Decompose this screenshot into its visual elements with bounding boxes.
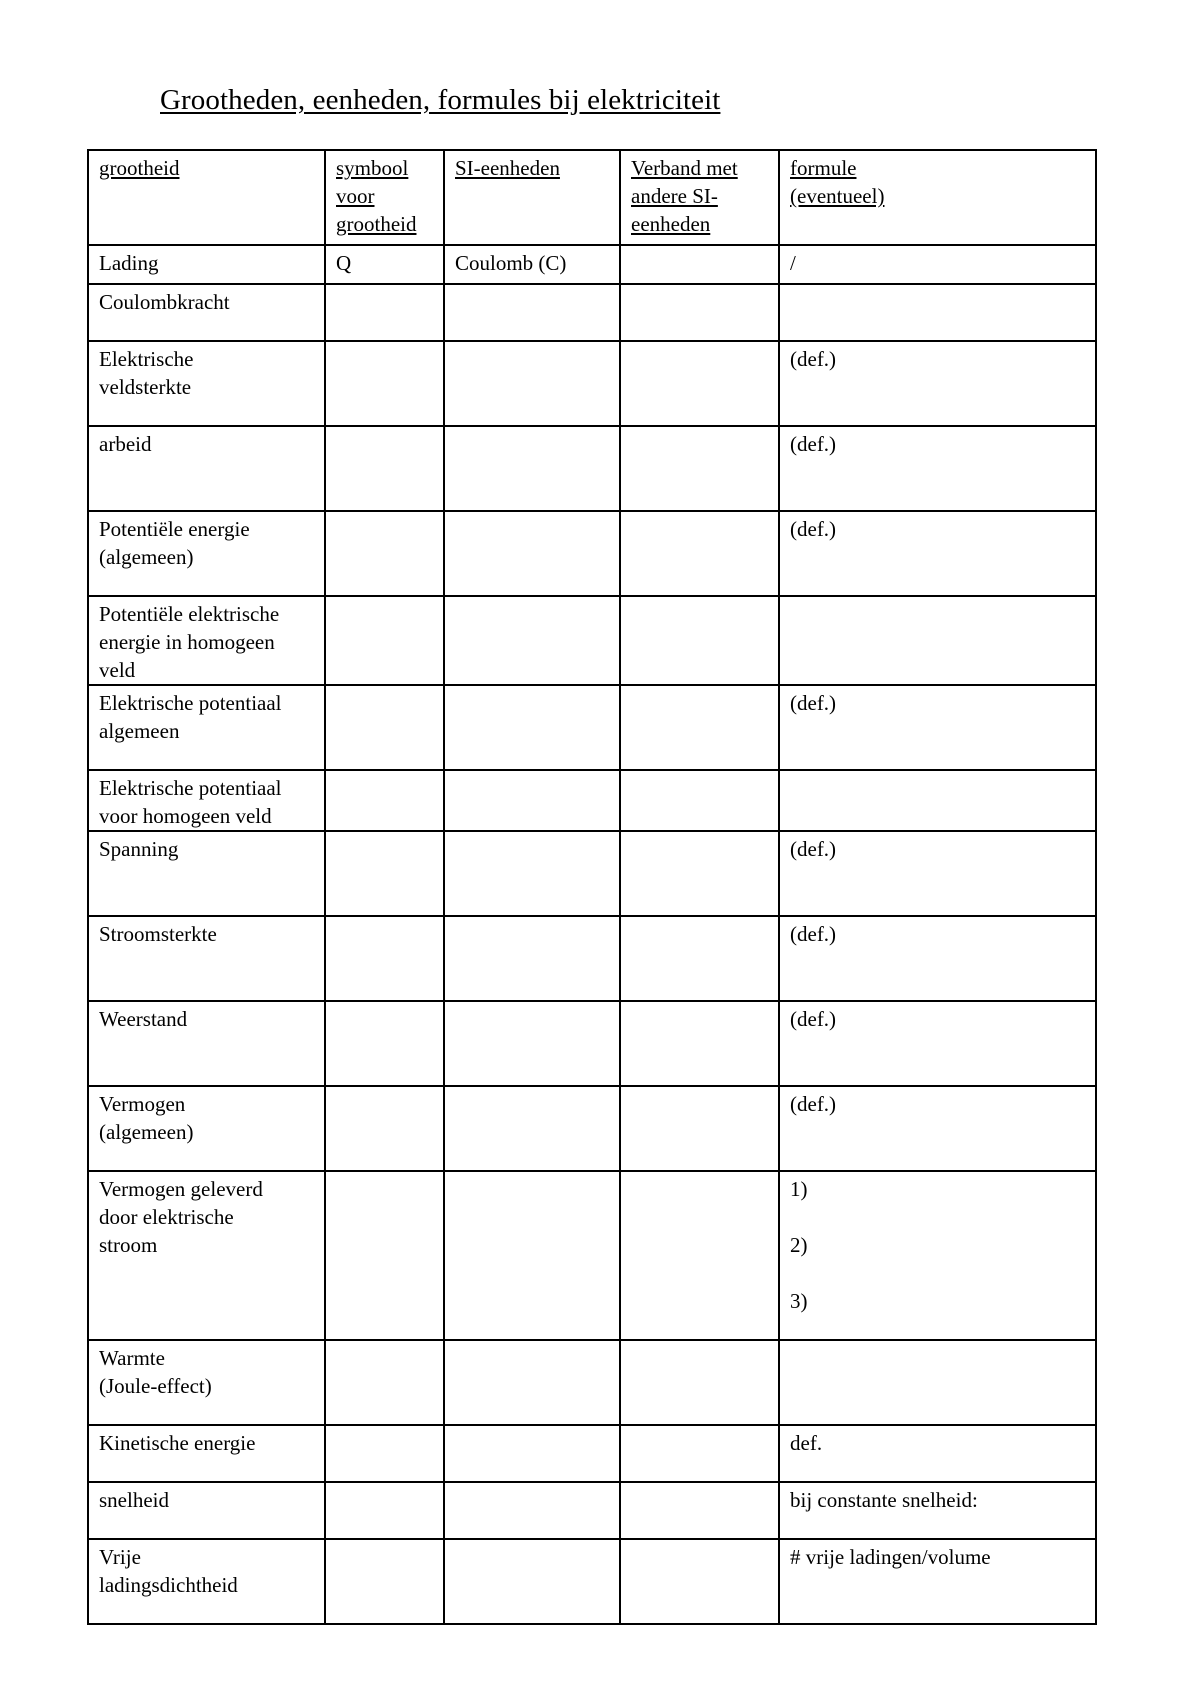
table-row bbox=[88, 245, 1096, 284]
cell-si-units[interactable] bbox=[444, 916, 620, 1001]
quantities-table bbox=[87, 149, 1097, 1625]
cell-symbol[interactable] bbox=[325, 1425, 444, 1482]
cell-text: (def.) bbox=[790, 691, 837, 715]
cell-text: Q bbox=[336, 251, 352, 275]
cell-text: (def.) bbox=[790, 1007, 837, 1031]
cell-relation-si-units[interactable] bbox=[620, 1001, 779, 1086]
cell-text: bij constante snelheid: bbox=[790, 1488, 978, 1512]
cell-relation-si-units[interactable] bbox=[620, 596, 779, 685]
table-body bbox=[88, 245, 1096, 1624]
cell-si-units[interactable] bbox=[444, 831, 620, 916]
cell-formula[interactable] bbox=[779, 770, 1096, 831]
cell-si-units[interactable] bbox=[444, 1539, 620, 1624]
table-row bbox=[88, 770, 1096, 831]
cell-formula[interactable] bbox=[779, 916, 1096, 1001]
cell-formula[interactable] bbox=[779, 1171, 1096, 1340]
cell-symbol[interactable] bbox=[325, 1171, 444, 1340]
cell-si-units[interactable] bbox=[444, 245, 620, 284]
table-row bbox=[88, 341, 1096, 426]
table-row bbox=[88, 1482, 1096, 1539]
cell-relation-si-units[interactable] bbox=[620, 770, 779, 831]
cell-quantity bbox=[88, 685, 325, 770]
table-row bbox=[88, 1001, 1096, 1086]
cell-si-units[interactable] bbox=[444, 511, 620, 596]
cell-relation-si-units[interactable] bbox=[620, 511, 779, 596]
cell-symbol[interactable] bbox=[325, 245, 444, 284]
cell-text: snelheid bbox=[99, 1488, 169, 1512]
cell-relation-si-units[interactable] bbox=[620, 1171, 779, 1340]
cell-formula[interactable] bbox=[779, 685, 1096, 770]
cell-quantity bbox=[88, 284, 325, 341]
cell-quantity bbox=[88, 916, 325, 1001]
cell-text: (def.) bbox=[790, 837, 837, 861]
cell-text: Stroomsterkte bbox=[99, 922, 217, 946]
cell-text: Potentiële energie (algemeen) bbox=[99, 517, 250, 569]
table-row bbox=[88, 831, 1096, 916]
cell-text: Elektrische potentiaal voor homogeen veld bbox=[99, 776, 282, 828]
table-row bbox=[88, 1086, 1096, 1171]
cell-si-units[interactable] bbox=[444, 341, 620, 426]
cell-text: Weerstand bbox=[99, 1007, 188, 1031]
cell-formula[interactable] bbox=[779, 341, 1096, 426]
cell-text: (def.) bbox=[790, 347, 837, 371]
cell-text: Spanning bbox=[99, 837, 179, 861]
table-row bbox=[88, 1539, 1096, 1624]
cell-quantity bbox=[88, 341, 325, 426]
cell-relation-si-units[interactable] bbox=[620, 1482, 779, 1539]
cell-relation-si-units[interactable] bbox=[620, 426, 779, 511]
table-row bbox=[88, 1340, 1096, 1425]
cell-si-units[interactable] bbox=[444, 1340, 620, 1425]
cell-si-units[interactable] bbox=[444, 1001, 620, 1086]
cell-formula[interactable] bbox=[779, 1482, 1096, 1539]
header-formula: formule (eventueel) bbox=[779, 150, 1096, 245]
cell-si-units[interactable] bbox=[444, 284, 620, 341]
cell-relation-si-units[interactable] bbox=[620, 916, 779, 1001]
cell-text: Kinetische energie bbox=[99, 1431, 256, 1455]
cell-symbol[interactable] bbox=[325, 341, 444, 426]
cell-quantity bbox=[88, 1425, 325, 1482]
cell-si-units[interactable] bbox=[444, 1171, 620, 1340]
cell-relation-si-units[interactable] bbox=[620, 284, 779, 341]
cell-quantity bbox=[88, 511, 325, 596]
cell-relation-si-units[interactable] bbox=[620, 685, 779, 770]
cell-formula[interactable] bbox=[779, 1001, 1096, 1086]
cell-symbol[interactable] bbox=[325, 1001, 444, 1086]
cell-symbol[interactable] bbox=[325, 284, 444, 341]
cell-symbol[interactable] bbox=[325, 1482, 444, 1539]
cell-quantity bbox=[88, 831, 325, 916]
cell-si-units[interactable] bbox=[444, 685, 620, 770]
cell-formula[interactable] bbox=[779, 245, 1096, 284]
cell-text: (def.) bbox=[790, 922, 837, 946]
cell-si-units[interactable] bbox=[444, 1482, 620, 1539]
cell-symbol[interactable] bbox=[325, 916, 444, 1001]
cell-symbol[interactable] bbox=[325, 685, 444, 770]
cell-text: Coulomb (C) bbox=[455, 251, 567, 275]
cell-relation-si-units[interactable] bbox=[620, 341, 779, 426]
cell-text: arbeid bbox=[99, 432, 152, 456]
cell-quantity bbox=[88, 1539, 325, 1624]
cell-symbol[interactable] bbox=[325, 596, 444, 685]
cell-formula[interactable] bbox=[779, 1539, 1096, 1624]
table-row bbox=[88, 1171, 1096, 1340]
cell-text: def. bbox=[790, 1431, 823, 1455]
cell-text: Vrije ladingsdichtheid bbox=[99, 1545, 238, 1597]
cell-si-units[interactable] bbox=[444, 596, 620, 685]
cell-relation-si-units[interactable] bbox=[620, 831, 779, 916]
cell-text: Coulombkracht bbox=[99, 290, 230, 314]
header-quantity: grootheid bbox=[88, 150, 325, 245]
table-row bbox=[88, 511, 1096, 596]
page-title: Grootheden, eenheden, formules bij elektriciteit bbox=[160, 84, 721, 116]
cell-formula[interactable] bbox=[779, 426, 1096, 511]
cell-formula[interactable] bbox=[779, 831, 1096, 916]
cell-text: # vrije ladingen/volume bbox=[790, 1545, 991, 1569]
header-symbol: symbool voor grootheid bbox=[325, 150, 444, 245]
header-si-units: SI-eenheden bbox=[444, 150, 620, 245]
table-row bbox=[88, 284, 1096, 341]
cell-formula[interactable] bbox=[779, 511, 1096, 596]
cell-quantity bbox=[88, 770, 325, 831]
cell-text: Vermogen geleverd door elektrische stroom bbox=[99, 1177, 263, 1257]
cell-si-units[interactable] bbox=[444, 1086, 620, 1171]
cell-symbol[interactable] bbox=[325, 831, 444, 916]
cell-relation-si-units[interactable] bbox=[620, 245, 779, 284]
header-relation-si-units: Verband met andere SI- eenheden bbox=[620, 150, 779, 245]
table-row bbox=[88, 916, 1096, 1001]
cell-text: Vermogen (algemeen) bbox=[99, 1092, 194, 1144]
cell-si-units[interactable] bbox=[444, 426, 620, 511]
cell-formula[interactable] bbox=[779, 596, 1096, 685]
cell-text: Elektrische veldsterkte bbox=[99, 347, 194, 399]
cell-quantity bbox=[88, 1482, 325, 1539]
cell-relation-si-units[interactable] bbox=[620, 1340, 779, 1425]
cell-relation-si-units[interactable] bbox=[620, 1539, 779, 1624]
cell-text: Lading bbox=[99, 251, 159, 275]
cell-quantity bbox=[88, 1086, 325, 1171]
cell-symbol[interactable] bbox=[325, 426, 444, 511]
cell-relation-si-units[interactable] bbox=[620, 1425, 779, 1482]
cell-si-units[interactable] bbox=[444, 770, 620, 831]
cell-quantity bbox=[88, 245, 325, 284]
cell-formula[interactable] bbox=[779, 1086, 1096, 1171]
cell-relation-si-units[interactable] bbox=[620, 1086, 779, 1171]
table-row bbox=[88, 596, 1096, 685]
table-header-row bbox=[88, 150, 1096, 245]
cell-symbol[interactable] bbox=[325, 1086, 444, 1171]
cell-formula[interactable] bbox=[779, 1340, 1096, 1425]
cell-symbol[interactable] bbox=[325, 1340, 444, 1425]
cell-quantity bbox=[88, 1001, 325, 1086]
cell-formula[interactable] bbox=[779, 1425, 1096, 1482]
cell-text: Potentiële elektrische energie in homogeen veld bbox=[99, 602, 280, 682]
cell-quantity bbox=[88, 596, 325, 685]
cell-text: (def.) bbox=[790, 517, 837, 541]
cell-text: Warmte (Joule-effect) bbox=[99, 1346, 212, 1398]
table-row bbox=[88, 685, 1096, 770]
cell-text: (def.) bbox=[790, 432, 837, 456]
cell-symbol[interactable] bbox=[325, 770, 444, 831]
cell-si-units[interactable] bbox=[444, 1425, 620, 1482]
cell-quantity bbox=[88, 1171, 325, 1340]
cell-text: / bbox=[790, 251, 796, 275]
cell-symbol[interactable] bbox=[325, 511, 444, 596]
cell-text: Elektrische potentiaal algemeen bbox=[99, 691, 282, 743]
cell-text: 1) 2) 3) bbox=[790, 1177, 808, 1313]
cell-quantity bbox=[88, 1340, 325, 1425]
cell-symbol[interactable] bbox=[325, 1539, 444, 1624]
cell-text: (def.) bbox=[790, 1092, 837, 1116]
cell-formula[interactable] bbox=[779, 284, 1096, 341]
table-row bbox=[88, 426, 1096, 511]
cell-quantity bbox=[88, 426, 325, 511]
table-row bbox=[88, 1425, 1096, 1482]
